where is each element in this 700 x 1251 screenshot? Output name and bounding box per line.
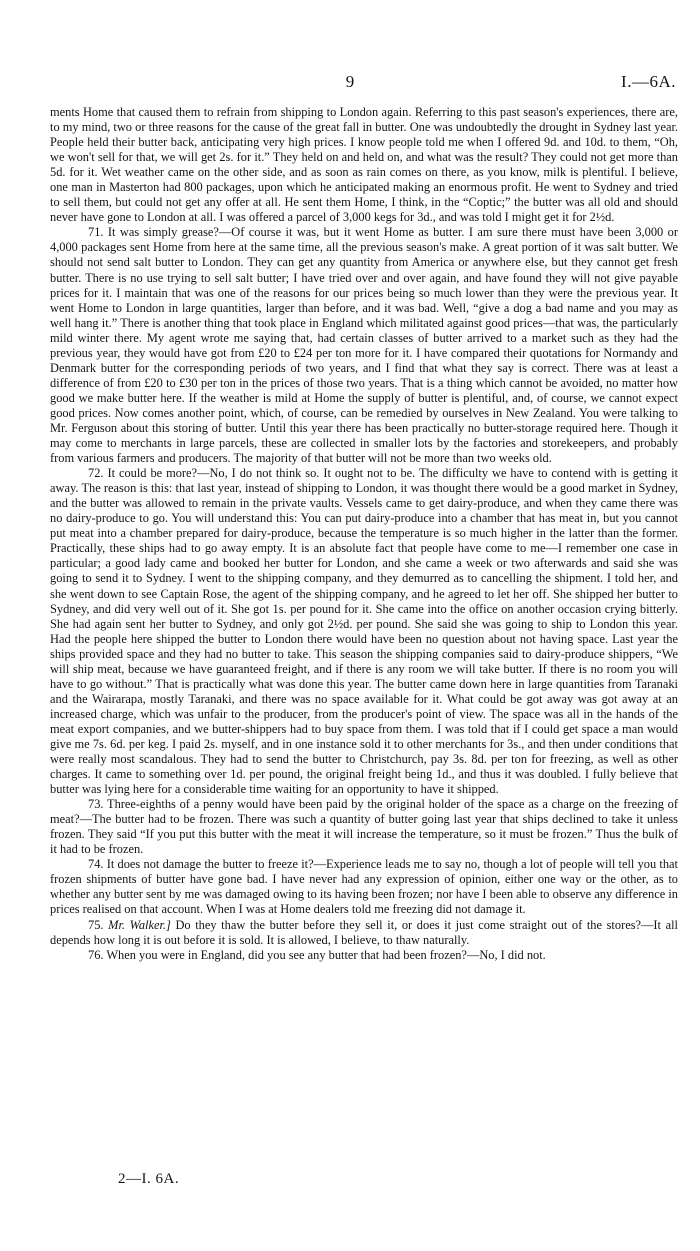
paragraph-72: 72. It could be more?—No, I do not think so. It ought not to be. The difficulty we have to contend with is getting it away. The reason is this: that last year, instead of shipping to London, it was thought there would be a good market in Sydney, and the butter was allowed to remain in the private vaults. Vessels came to get dairy-produce, and when they came there was no dairy-produce to go. You will understand this: You can put dairy-produce into a chamber that has meat in, but you cannot put meat into a chamber prepared for dairy-produce, because the temperature is so much higher in the latter than the former. Practically, these ships had to go away empty. It is an absolute fact that people have come to me—I remember one case in particular; a good lady came and booked her butter for London, and she came a week or two afterwards and said she was going to send it to Sydney. I went to the shipping company, and they demurred as to cancelling the shipment. I told her, and she went down to see Captain Rose, the agent of the shipping company, and he agreed to let her off. She shipped her butter to Sydney, and did very well out of it. She got 1s. per pound for it. She came into the office on another occasion crying bitterly. She had again sent her butter to Sydney, and only got 2½d. per pound. She said she was going to ship to London this year. Had the people here shipped the butter to London there would have been no question about not having space. Last year the ships provided space and they had no butter to take. This season the shipping companies said to dairy-produce shippers, “We will ship meat, because we have guaranteed freight, and if there is any room we will take butter. If there is no room you will have to go without.” That is practically what was done this year. The butter came down here in large quantities from Taranaki and the Wairarapa, mostly Taranaki, and there was no space available for it. What could be got away was got away at an increased charge, which was unfair to the producer, from the producer's point of view. The space was all in the hands of the meat export companies, and we butter-shippers had to buy space from them. I was told that if I could get space a man would give me 7s. 6d. per keg. I paid 2s. myself, and in one instance sold it to other merchants for 3s., and then under conditions that were really most scandalous. They had to send the butter to Christchurch, pay 3s. 8d. per ton for freezing, as well as other charges. It came to something over 1d. per pound, the original freight being 1d., and thus it was doubled. I fully believe that butter was lying here for a considerable time waiting for an opportunity to have it shipped. [50, 466, 678, 797]
paragraph-76: 76. When you were in England, did you see any butter that had been frozen?—No, I did not. [88, 947, 546, 962]
evidence-body [50, 105, 678, 963]
paragraph-71: 71. It was simply grease?—Of course it was, but it went Home as butter. I am sure there must have been 3,000 or 4,000 packages sent Home from here at the same time, all the previous season's make. A great portion of it was salt butter. We should not send salt butter to London. They can get any quantity from America or anywhere else, but they cannot get fresh butter. There is no use trying to sell salt butter; I have tried over and over again, and have found they will not give payable prices for it. I maintain that was one of the reasons for our prices being so much lower than they were the previous year. It went Home to London in large quantities, larger than before, and it was bad. Well, “give a dog a bad name and you may as well hang it.” There is another thing that took place in England which militated against good prices—that was, the particularly mild winter there. My agent wrote me saying that, had certain classes of butter arrived to a market such as they had the previous year, they would have got from £20 to £24 per ton more for it. I have compared their quotations for Normandy and Denmark butter for the corresponding periods of two years, and I find that what they say is correct. There was at least a difference of from £20 to £30 per ton in the prices of those two years. That is a thing which cannot be avoided, no matter how good we make butter here. If the weather is mild at Home the supply of butter is plentiful, and, of course, we cannot expect good prices. Now comes another point, which, of course, can be remedied by ourselves in New Zealand. You were talking to Mr. Ferguson about this storing of butter. Until this year there has been practically no butter-storage required here. Though it may come to merchants in large parcels, these are collected in smaller lots by the factories and storekeepers, and probably from various farmers and producers. The majority of that butter will not be more than two weeks old. [50, 225, 678, 466]
signature-reference: 2—I. 6A. [118, 1171, 180, 1187]
paragraph-75-text: Do they thaw the butter before they sell it, or does it just come straight out of the stores?—It all depends how long it is out before it is sold. It is allowed, I believe, to thaw naturally. [50, 917, 678, 947]
paragraph-continuation: ments Home that caused them to refrain from shipping to London again. Referring to this past season's experiences, there are, to my mind, two or three reasons for the cause of the great fall in butter. One was undoubtedly the drought in Sydney last year. People held their butter back, anticipating very high prices. I know people told me when I offered 9d. and 10d. to them, “Oh, we won't sell for that, we will get 2s. for it.” They held on and held on, and what was the result? They could not get more than 5d. for it. Wet weather came on the other side, and as soon as rain comes on there, as you know, milk is plentiful. I believe, one man in Masterton had 800 packages, upon which he anticipated making an enormous profit. He went to Sydney and tried to sell them, but could not get any offer at all. He sent them Home, I think, in the “Coptic;” the butter was all old and should never have gone to London at all. I was offered a parcel of 3,000 kegs for 3d., and was told I might get it for 2½d. [50, 105, 678, 225]
paragraph-75-number: 75. [88, 917, 104, 932]
paragraph-73: 73. Three-eighths of a penny would have been paid by the original holder of the space as a charge on the freezing of meat?—The butter had to be frozen. There was such a quantity of butter going last year that ships declined to take it unless frozen. They said “If you put this butter with the meat it will increase the temperature, so it must be frozen.” Thus the bulk of it had to be frozen. [50, 797, 678, 857]
speaker-name: Mr. Walker.] [108, 917, 171, 932]
document-reference: I.—6A. [621, 72, 676, 91]
page-number: 9 [345, 72, 355, 91]
paragraph-75 [50, 918, 678, 948]
paragraph-74: 74. It does not damage the butter to freeze it?—Experience leads me to say no, though a lot of people will tell you that frozen shipments of butter have gone bad. I have never had any expression of opinion, either one way or the other, as to whether any butter sent by me was damaged owing to its having been frozen; nor have I been able to observe any difference in prices realised on that account. When I was at Home dealers told me freezing did not damage it. [50, 857, 678, 917]
